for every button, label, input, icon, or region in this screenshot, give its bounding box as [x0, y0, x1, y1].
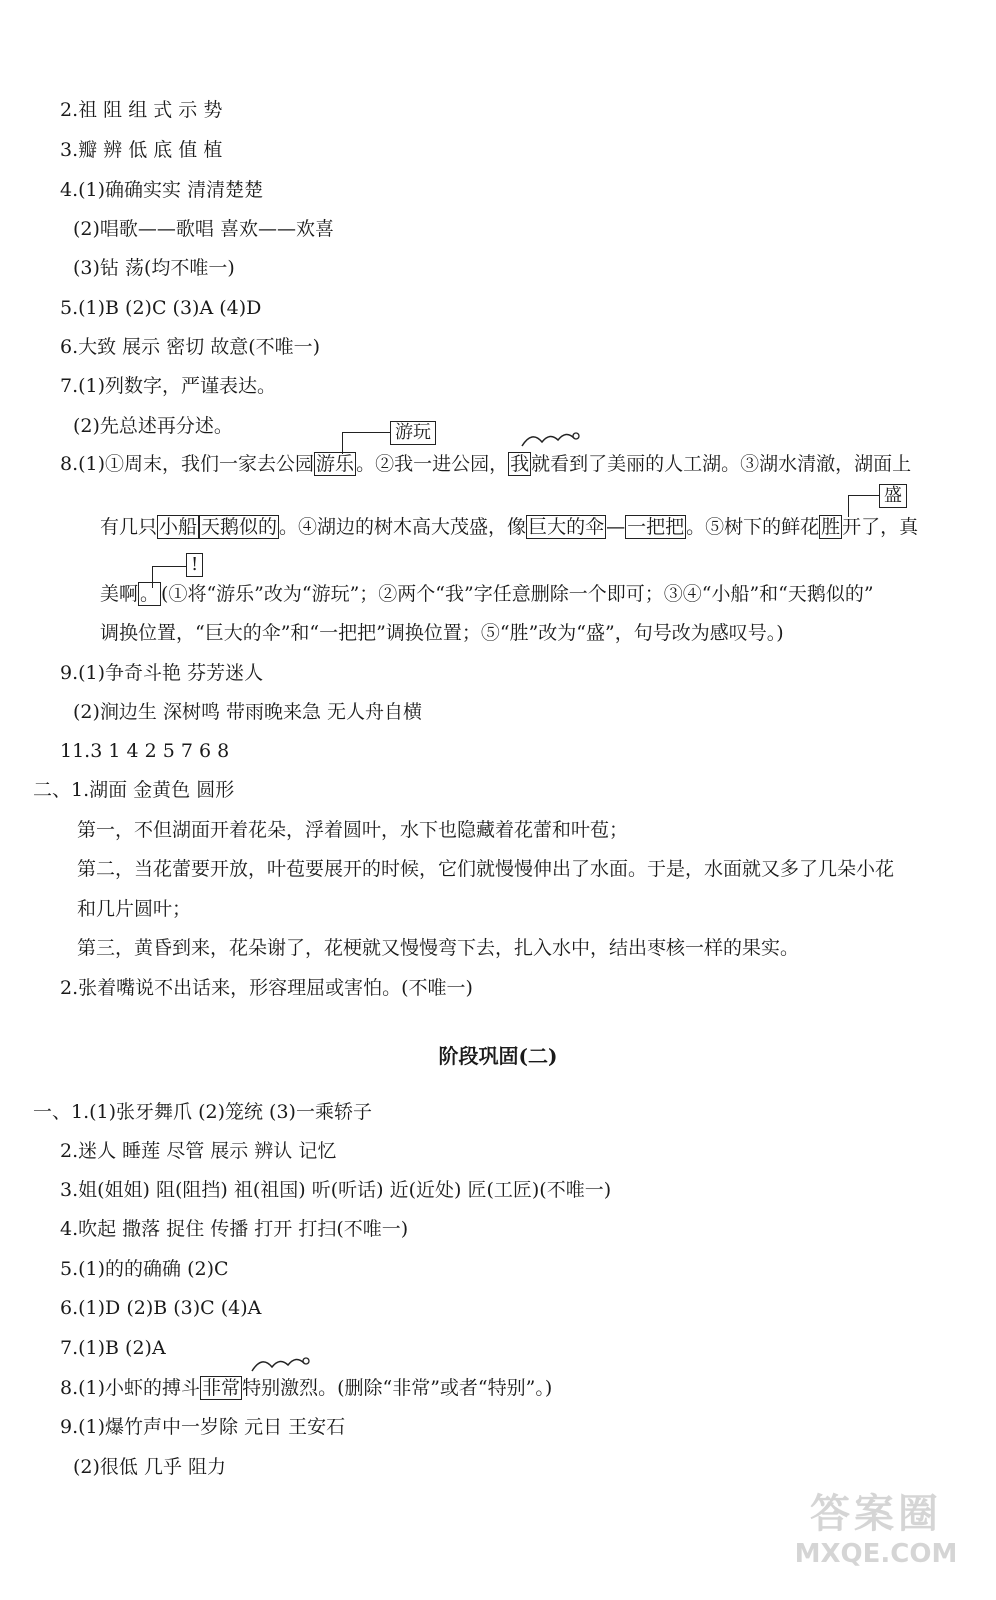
- text: 。②我一进公园，: [356, 453, 509, 475]
- boxed-word: 巨大的伞: [528, 516, 605, 538]
- boxed-word: 小船: [159, 516, 198, 538]
- answer-line-q8: 有几只 小船 天鹅似的 。④湖边的树木高大茂盛，像 巨大的伞 — 一把把 。⑤树下的鲜花 胜 开了，真: [100, 516, 919, 538]
- answer-line-q8: [60, 1376, 552, 1400]
- answer-line: 5.(1)的的确确 (2)C: [60, 1258, 229, 1280]
- correction-line: [152, 566, 186, 567]
- answer-line: 3.瓣 辨 低 底 值 植: [60, 139, 223, 161]
- answer-line: (3)钻 荡(均不唯一): [73, 257, 235, 279]
- answer-line: 调换位置，“巨大的伞”和“一把把”调换位置；⑤“胜”改为“盛”，句号改为感叹号。): [100, 622, 784, 644]
- correction-line: [342, 432, 343, 454]
- answer-line: 一、1.(1)张牙舞爪 (2)笼统 (3)一乘轿子: [33, 1101, 372, 1123]
- text: 开了，真: [842, 516, 919, 538]
- answer-line: 11.3 1 4 2 5 7 6 8: [60, 740, 230, 762]
- boxed-word: 我: [510, 453, 530, 475]
- answer-line: 4.吹起 撒落 捉住 传播 打开 打扫(不唯一): [60, 1218, 409, 1240]
- text: 。⑤树下的鲜花: [686, 516, 820, 538]
- boxed-word: 天鹅似的: [201, 516, 278, 538]
- text: 有几只: [100, 516, 158, 538]
- boxed-word: 非常: [202, 1377, 241, 1399]
- answer-line: 二、1.湖面 金黄色 圆形: [33, 779, 235, 801]
- correction-line: [342, 432, 390, 433]
- watermark-text: 答案圈: [810, 1491, 942, 1537]
- answer-line-q8: [60, 452, 911, 476]
- correction-exclaim: !: [186, 553, 203, 577]
- answer-line: 6.(1)D (2)B (3)C (4)A: [60, 1297, 262, 1319]
- answer-line: 2.迷人 睡莲 尽管 展示 辨认 记忆: [60, 1140, 337, 1162]
- answer-line: 9.(1)爆竹声中一岁除 元日 王安石: [60, 1416, 346, 1438]
- answer-line: 6.大致 展示 密切 故意(不唯一): [60, 336, 321, 358]
- text: 。④湖边的树木高大茂盛，像: [279, 516, 527, 538]
- answer-line: 7.(1)列数字，严谨表达。: [60, 375, 277, 397]
- text: 8.(1)小虾的搏斗: [60, 1377, 201, 1399]
- answer-line: 5.(1)B (2)C (3)A (4)D: [60, 297, 262, 319]
- answer-line: 3.姐(姐姐) 阻(阻挡) 祖(祖国) 听(听话) 近(近处) 匠(工匠)(不唯一): [60, 1179, 612, 1201]
- text: 美啊: [100, 583, 139, 605]
- text: 就看到了美丽的人工湖。③湖水清澈，湖面上: [531, 453, 912, 475]
- boxed-word: 游乐: [316, 453, 355, 475]
- correction-youwan: 游玩: [390, 421, 436, 445]
- answer-line: (2)先总述再分述。: [73, 415, 233, 437]
- correction-line: [848, 495, 849, 517]
- watermark-url: MXQE.COM: [794, 1539, 958, 1569]
- watermark-logo: [776, 1482, 976, 1592]
- delete-mark-icon: [520, 428, 580, 448]
- boxed-word: 一把把: [627, 516, 685, 538]
- text: (①将“游乐”改为“游玩”；②两个“我”字任意删除一个即可；③④“小船”和“天鹅似的”: [161, 583, 874, 605]
- answer-line: (2)唱歌——歌唱 喜欢——欢喜: [73, 218, 334, 240]
- answer-line: 2.祖 阻 组 式 示 势: [60, 99, 223, 121]
- delete-mark-icon: [250, 1353, 310, 1373]
- text: 特别激烈。(删除“非常”或者“特别”。): [242, 1377, 553, 1399]
- answer-line: 第一，不但湖面开着花朵，浮着圆叶，水下也隐藏着花蕾和叶苞；: [77, 819, 629, 841]
- correction-line: [848, 495, 879, 496]
- correction-sheng: 盛: [879, 484, 907, 508]
- answer-line: 和几片圆叶；: [77, 898, 192, 920]
- answer-line-q8: [100, 582, 874, 606]
- answer-line: 2.张着嘴说不出话来，形容理屈或害怕。(不唯一): [60, 977, 473, 999]
- boxed-word: 。: [140, 583, 160, 605]
- section-title: 阶段巩固(二): [438, 1044, 558, 1068]
- answer-line: 7.(1)B (2)A: [60, 1337, 166, 1359]
- answer-line: 第三，黄昏到来，花朵谢了，花梗就又慢慢弯下去，扎入水中，结出枣核一样的果实。: [77, 937, 800, 959]
- answer-line: (2)涧边生 深树鸣 带雨晚来急 无人舟自横: [73, 701, 423, 723]
- answer-line: 第二，当花蕾要开放，叶苞要展开的时候，它们就慢慢伸出了水面。于是，水面就又多了几朵小花: [77, 858, 895, 880]
- answer-line: (2)很低 几乎 阻力: [73, 1456, 226, 1478]
- text: 8.(1)①周末，我们一家去公园: [60, 453, 315, 475]
- answer-line: 4.(1)确确实实 清清楚楚: [60, 179, 264, 201]
- answer-line: 9.(1)争奇斗艳 芬芳迷人: [60, 662, 264, 684]
- boxed-word: 胜: [821, 516, 841, 538]
